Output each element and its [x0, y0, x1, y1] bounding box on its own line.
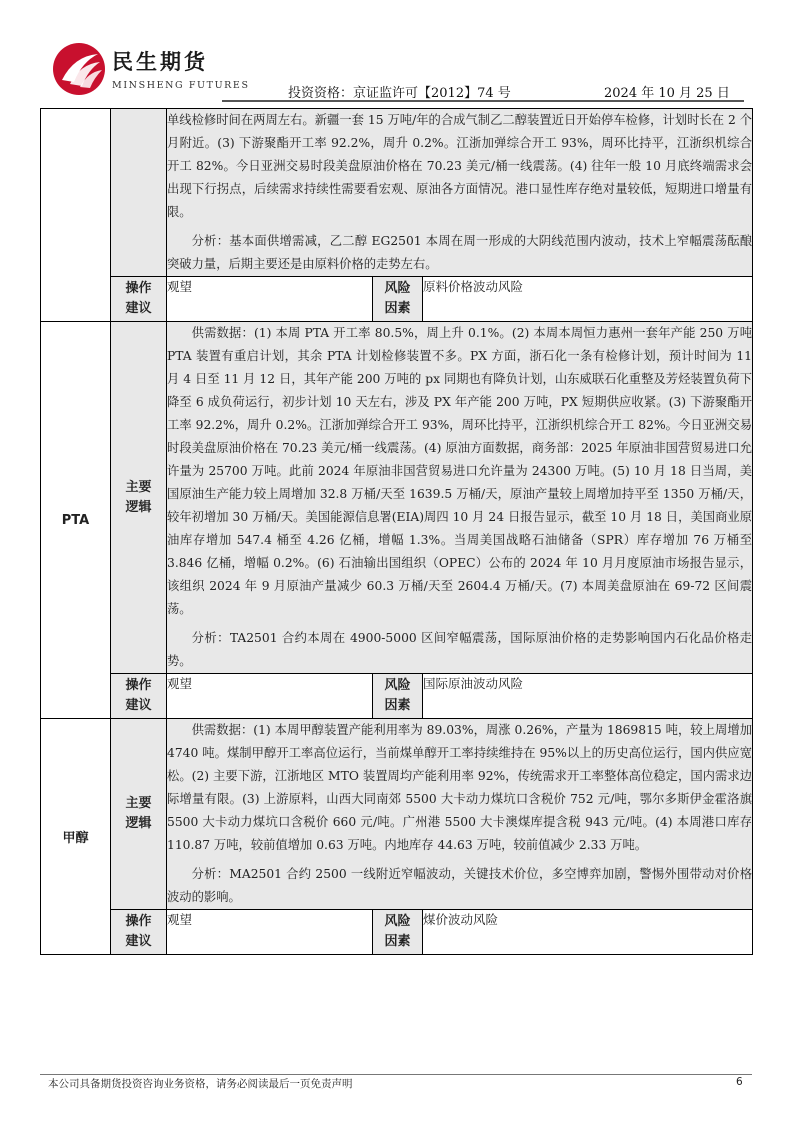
operation-value: 观望 [167, 277, 373, 322]
analysis-paragraph: 分析：基本面供增需减，乙二醇 EG2501 本周在周一形成的大阴线范围内波动，技术上窄幅震荡酝酿突破力量，后期主要还是由原料价格的走势左右。 [167, 234, 752, 271]
header-divider [222, 100, 744, 102]
page-header [0, 0, 794, 110]
analysis-paragraph: 分析：TA2501 合约本周在 4900-5000 区间窄幅震荡，国际原油价格的走势影响国内石化品价格走势。 [167, 631, 752, 668]
operation-value: 观望 [167, 910, 373, 955]
analysis-paragraph: 分析：MA2501 合约 2500 一线附近窄幅波动，关键技术价位，多空博弈加剧，警惕外围带动对价格波动的影响。 [167, 867, 752, 904]
section-row-pta [41, 322, 753, 674]
operation-label: 操作建议 [111, 910, 167, 955]
supply-demand-paragraph: 供需数据：(1) 本周甲醇装置产能利用率为 89.03%，周涨 0.26%，产量为 1869815 吨，较上周增加 4740 吨。煤制甲醇开工率高位运行，当前煤单醇开工率持续维持在 95%以上的历史高位运行，国内供应宽松。(2) 主要下游，江浙地区 MTO 装置周均产能利用率 92%，传统需求开工率整体高位稳定，国内需求边际增量有限。(3) 上游原料，山西大同南郊 5500 大卡动力煤坑口含税价 752 元/吨，鄂尔多斯伊金霍洛旗 5500 大卡动力煤坑口含税价 660 元/吨。广州港 5500 大卡澳煤库提含税 943 元/吨。(4) 本周港口库存 110.87 万吨，较前值增加 0.63 万吨。内地库存 44.63 万吨，较前值减少 2.33 万吨。 [167, 723, 752, 852]
strategy-table [40, 108, 753, 955]
risk-label: 风险因素 [373, 910, 423, 955]
risk-value: 煤价波动风险 [423, 910, 753, 955]
operation-label: 操作建议 [111, 674, 167, 719]
risk-value: 原料价格波动风险 [423, 277, 753, 322]
logic-content [167, 322, 753, 674]
category-cell: PTA [41, 322, 111, 719]
operation-value: 观望 [167, 674, 373, 719]
category-cell [41, 109, 111, 322]
logic-label-cell [111, 109, 167, 277]
risk-label: 风险因素 [373, 277, 423, 322]
footer-disclaimer: 本公司具备期货投资咨询业务资格，请务必阅读最后一页免责声明 [48, 1078, 353, 1090]
operation-row [41, 910, 753, 955]
operation-row [41, 674, 753, 719]
section-row-methanol [41, 719, 753, 910]
section-row-ethylene-glycol [41, 109, 753, 277]
logic-label-cell: 主要逻辑 [111, 322, 167, 674]
minsheng-logo-icon [52, 42, 106, 96]
operation-row [41, 277, 753, 322]
supply-demand-paragraph: 供需数据：(1) 本周 PTA 开工率 80.5%，周上升 0.1%。(2) 本周本周恒力惠州一套年产能 250 万吨 PTA 装置有重启计划，其余 PTA 计划检修装置不多。PX 方面，浙石化一条有检修计划，预计时间为 11 月 4 日至 11 月 12 日，其年产能 200 万吨的 px 同期也有降负计划，山东威联石化重整及芳烃装置负荷下降至 6 成负荷运行，初步计划 10 天左右，涉及 PX 年产能 200 万吨，PX 短期供应收紧。(3) 下游聚酯开工率 92.2%，周升 0.2%。江浙加弹综合开工 93%，周环比持平，江浙织机综合开工 82%。今日亚洲交易时段美盘原油价格在 70.23 美元/桶一线震荡。(4) 原油方面数据，商务部：2025 年原油非国营贸易进口允许量为 25700 万吨。此前 2024 年原油非国营贸易进口允许量为 24300 万吨。(5) 10 月 18 日当周，美国原油生产能力较上周增加 32.8 万桶/天至 1639.5 万桶/天，原油产量较上周增加持平至 1350 万桶/天，较年初增加 30 万桶/天。美国能源信息署(EIA)周四 10 月 24 日报告显示，截至 10 月 18 日，美国商业原油库存增加 547.4 桶至 4.26 亿桶，增幅 1.3%。当周美国战略石油储备（SPR）库存增加 76 万桶至 3.846 亿桶，增幅 0.2%。(6) 石油输出国组织（OPEC）公布的 2024 年 10 月月度原油市场报告显示，该组织 2024 年 9 月原油产量减少 60.3 万桶/天至 2604.4 万桶/天。(7) 本周美盘原油在 69-72 区间震荡。 [167, 326, 752, 616]
page-number: 6 [736, 1076, 743, 1088]
supply-demand-paragraph: 单线检修时间在两周左右。新疆一套 15 万吨/年的合成气制乙二醇装置近日开始停车检修，计划时长在 2 个月附近。(3) 下游聚酯开工率 92.2%，周升 0.2%。江浙加弹综合开工 93%，周环比持平，江浙织机综合开工 82%。今日亚洲交易时段美盘原油价格在 70.23 美元/桶一线震荡。(4) 往年一般 10 月底终端需求会出现下行拐点，后续需求持续性需要看宏观、原油各方面情况。港口显性库存绝对量较低，短期进口增量有限。 [167, 113, 752, 219]
logic-content [167, 109, 753, 277]
risk-value: 国际原油波动风险 [423, 674, 753, 719]
logic-content [167, 719, 753, 910]
footer-divider [40, 1074, 752, 1075]
brand-name-english: MINSHENG FUTURES [112, 80, 250, 91]
qualification-text: 投资资格：京证监许可【2012】74 号 [288, 86, 511, 101]
brand-name: 民生期货 [112, 50, 208, 74]
risk-label: 风险因素 [373, 674, 423, 719]
operation-label: 操作建议 [111, 277, 167, 322]
report-date: 2024 年 10 月 25 日 [604, 86, 730, 101]
logic-label-cell: 主要逻辑 [111, 719, 167, 910]
category-cell: 甲醇 [41, 719, 111, 955]
